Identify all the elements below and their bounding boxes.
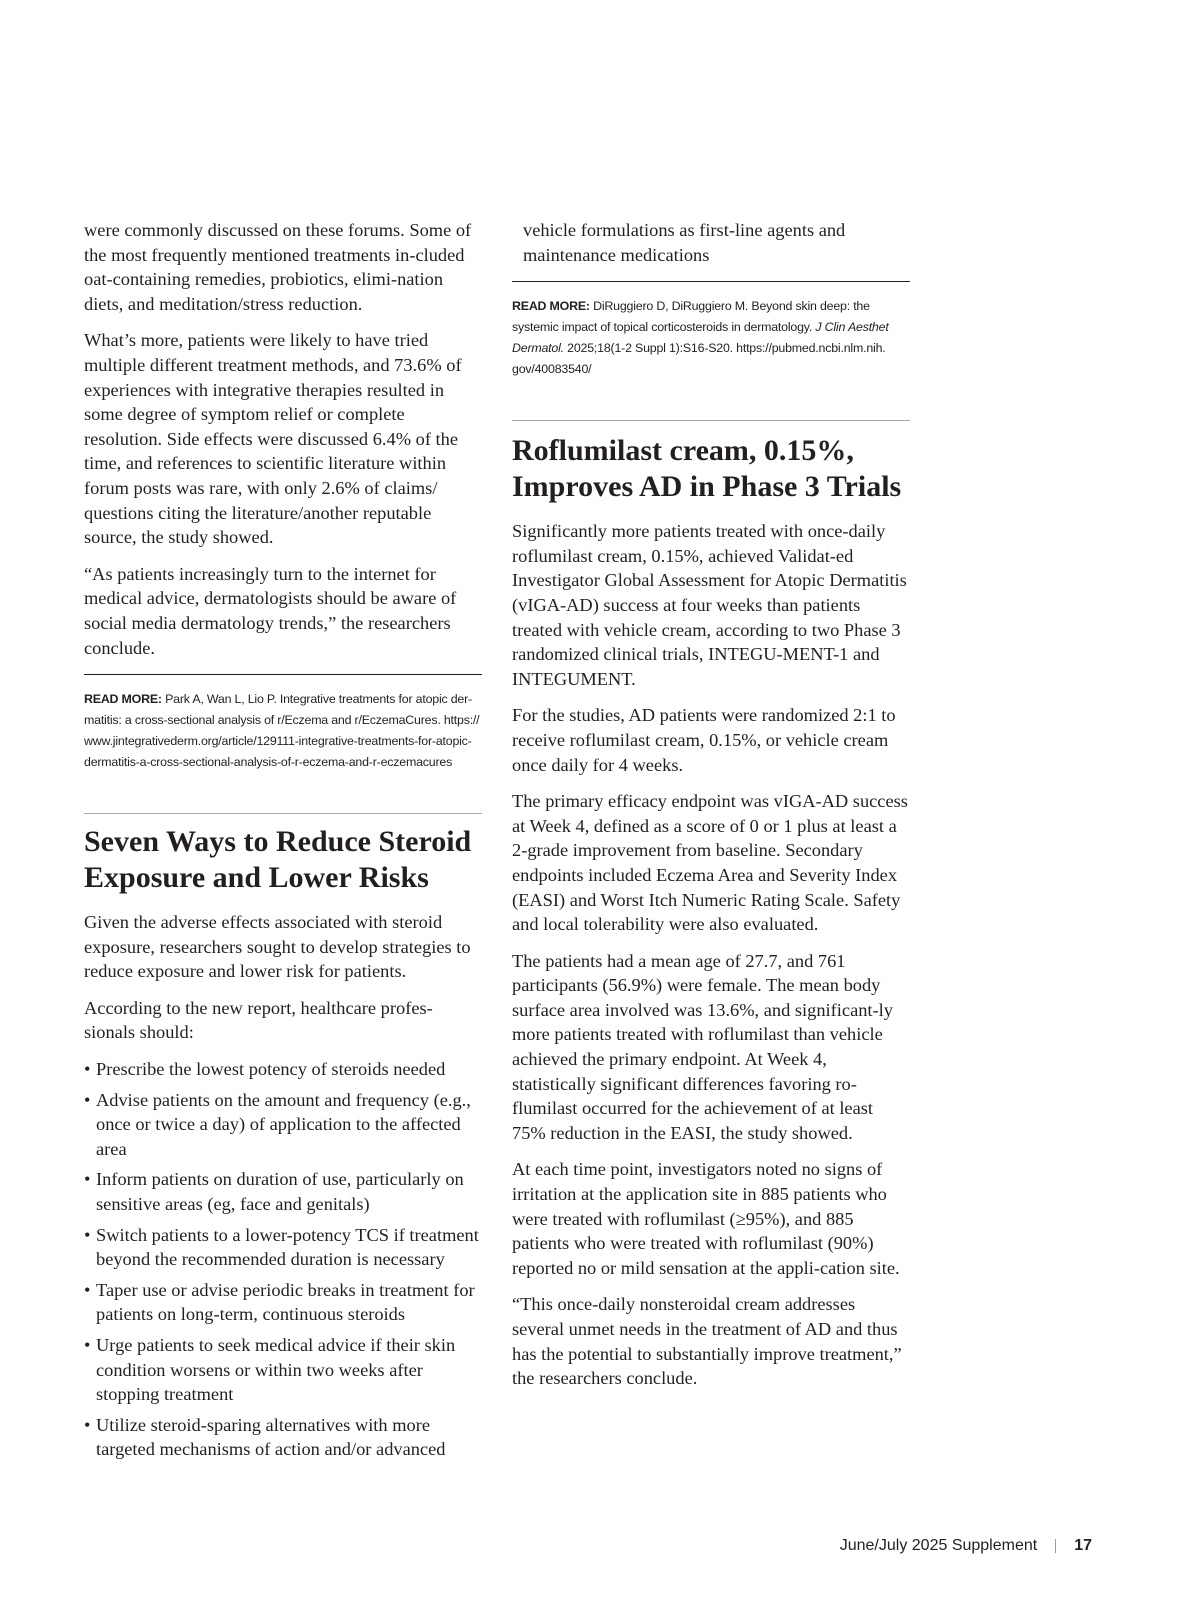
right-column <box>512 218 910 1403</box>
page-footer <box>840 1537 1092 1555</box>
body-paragraph: At each time point, investigators noted no signs of irritation at the application site in 885 patients who were treated with roflumilast (≥95%), and 885 patients who were treated with roflumilast (90%) reported no or mild sensation at the appli-cation site. <box>512 1159 900 1278</box>
footer-separator <box>1055 1539 1056 1553</box>
body-paragraph: For the studies, AD patients were randomized 2:1 to receive roflumilast cream, 0.15%, or vehicle cream once daily for 4 weeks. <box>512 705 896 775</box>
list-item: • Prescribe the lowest potency of steroids needed <box>84 1057 482 1082</box>
body-paragraph: The primary efficacy endpoint was vIGA-AD success at Week 4, defined as a score of 0 or 1 plus at least a 2-grade improvement from baseline. Secondary endpoints included Eczema Area and Severity Index (EASI) and Worst Itch Numeric Rating Scale. Safety and local tolerability were also evaluated. <box>512 791 908 935</box>
body-paragraph: “As patients increasingly turn to the internet for medical advice, dermatologists should be aware of social media dermatology trends,” the researchers conclude. <box>84 563 457 658</box>
read-more-citation <box>84 689 482 773</box>
page-number: 17 <box>1074 1537 1092 1554</box>
body-paragraph: The patients had a mean age of 27.7, and 761 participants (56.9%) were female. The mean body surface area involved was 13.6%, and significant-ly more patients treated with roflumilast than vehicle achieved the primary endpoint. At Week 4, statistically significant differences favoring ro-flumilast occurred for the achievement of at least 75% reduction in the EASI, the study showed. <box>512 950 893 1143</box>
body-paragraph: Significantly more patients treated with once-daily roflumilast cream, 0.15%, achieved Validat-ed Investigator Global Assessment for Atopic Dermatitis (vIGA-AD) success at four weeks than patients treated with vehicle cream, according to two Phase 3 randomized clinical trials, INTEGU-MENT-1 and INTEGUMENT. <box>512 521 907 689</box>
journal-name: J Clin Aesthet Dermatol. <box>512 320 889 356</box>
divider <box>84 674 482 675</box>
divider <box>512 281 910 282</box>
read-more-link[interactable]: 2025;18(1-2 Suppl 1):S16-S20. https://pubmed.ncbi.nlm.nih. gov/40083540/ <box>512 341 886 377</box>
read-more-reference: DiRuggiero D, DiRuggiero M. Beyond skin deep: the systemic impact of topical corticosteroids in dermatology. <box>512 299 870 335</box>
read-more-label: READ MORE: <box>512 299 590 314</box>
body-paragraph: “This once-daily nonsteroidal cream addresses several unmet needs in the treatment of AD and thus has the potential to substantially improve treatment,” the researchers conclude. <box>512 1294 902 1389</box>
list-item: • Utilize steroid-sparing alternatives with more targeted mechanisms of action and/or advanced <box>84 1413 482 1462</box>
section-divider <box>512 420 910 421</box>
section-heading: Seven Ways to Reduce Steroid Exposure and Lower Risks <box>84 825 472 895</box>
body-paragraph: were commonly discussed on these forums. Some of the most frequently mentioned treatments in-cluded oat-containing remedies, probiotics, elimi-nation diets, and meditation/stress reduction. <box>84 220 472 314</box>
list-item: • Inform patients on duration of use, particularly on sensitive areas (eg, face and genitals) <box>84 1167 482 1216</box>
read-more-reference[interactable]: Park A, Wan L, Lio P. Integrative treatments for atopic der-matitis: a cross-sectional analysis of r/Eczema and r/EczemaCures. https:// www.jintegrativederm.org/article/129111-integrative-treatments-for-atopic-dermatitis-a-cross-sectional-analysis-of-r-eczema-and-r-eczemacures <box>84 692 480 770</box>
issue-label: June/July 2025 Supplement <box>839 1537 1038 1554</box>
body-paragraph: What’s more, patients were likely to have tried multiple different treatment methods, and 73.6% of experiences with integrative therapies resulted in some degree of symptom relief or complete resolution. Side effects were discussed 6.4% of the time, and references to scientific literature within forum posts was rare, with only 2.6% of claims/ questions citing the literature/another reputable source, the study showed. <box>84 330 462 548</box>
body-paragraph: Given the adverse effects associated with steroid exposure, researchers sought to develop strategies to reduce exposure and lower risk for patients. <box>84 912 471 982</box>
list-item: • Taper use or advise periodic breaks in treatment for patients on long-term, continuous steroids <box>84 1278 482 1327</box>
section-heading: Roflumilast cream, 0.15%, Improves AD in Phase 3 Trials <box>512 434 902 504</box>
section-divider <box>84 813 482 814</box>
read-more-label: READ MORE: <box>84 692 162 707</box>
list-item: • Advise patients on the amount and frequency (e.g., once or twice a day) of application to the affected area <box>84 1088 482 1162</box>
read-more-citation <box>512 296 910 380</box>
body-paragraph: According to the new report, healthcare profes-sionals should: <box>84 997 433 1043</box>
left-column <box>84 218 482 1468</box>
list-item: • Urge patients to seek medical advice if their skin condition worsens or within two weeks after stopping treatment <box>84 1333 482 1407</box>
body-paragraph: vehicle formulations as first-line agents and maintenance medications <box>523 220 846 265</box>
list-item: • Switch patients to a lower-potency TCS if treatment beyond the recommended duration is necessary <box>84 1223 482 1272</box>
recommendation-list <box>84 1057 482 1462</box>
